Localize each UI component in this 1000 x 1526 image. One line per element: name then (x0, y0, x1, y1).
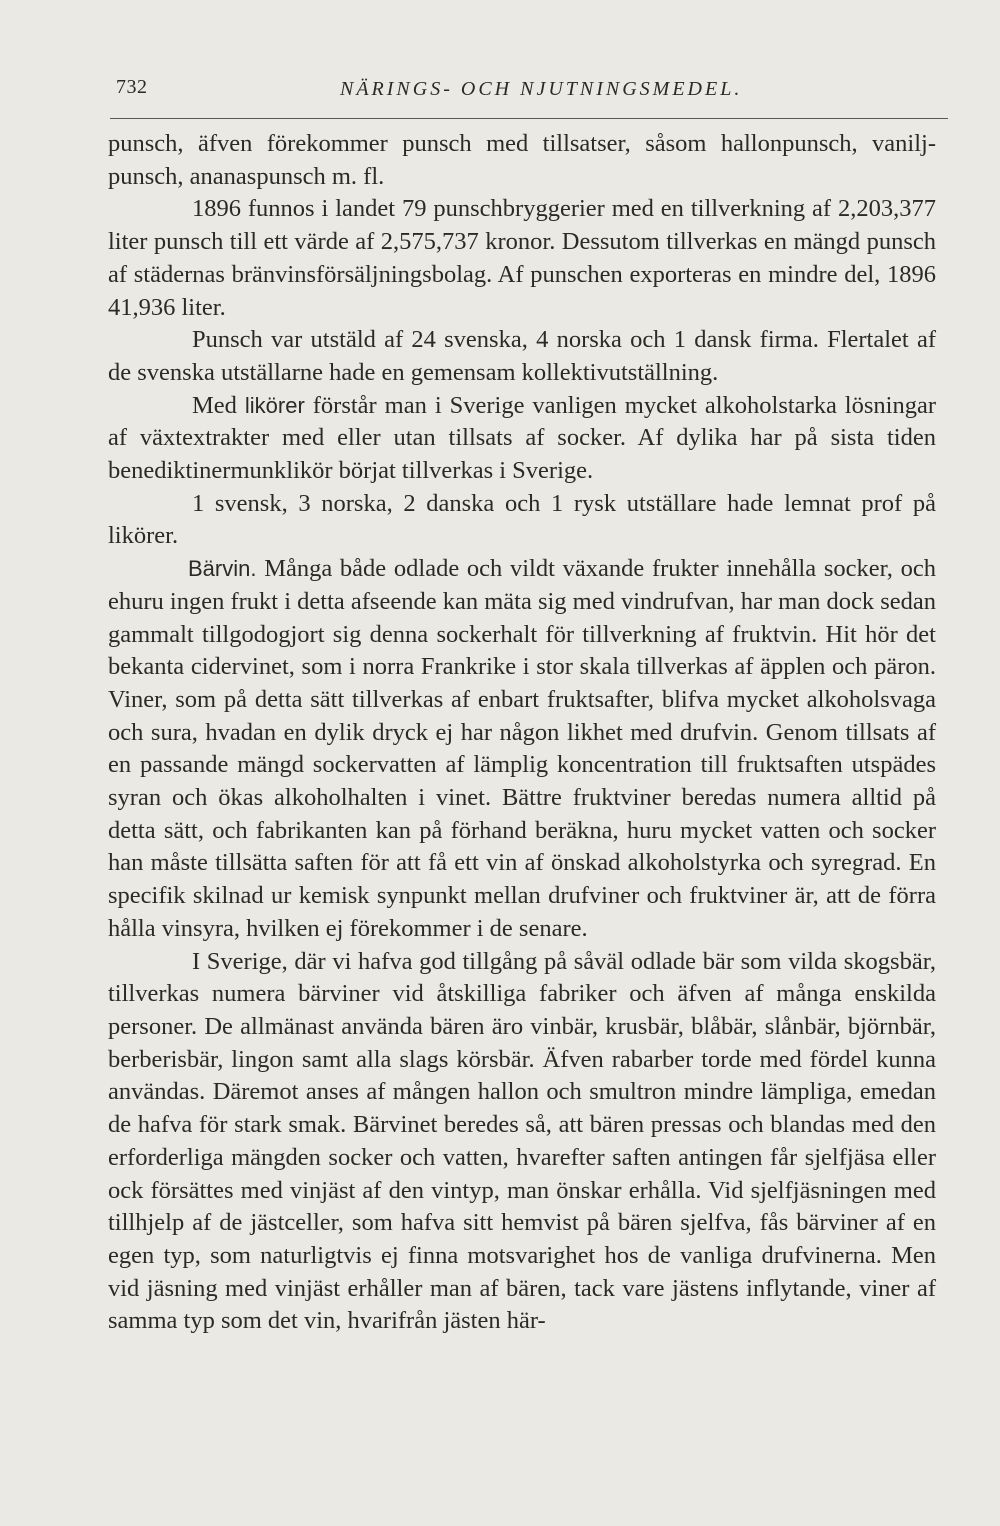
page-header (110, 76, 950, 106)
running-title: NÄRINGS- OCH NJUTNINGSMEDEL. (340, 78, 743, 100)
likorer-text: förstår man i Sverige vanligen mycket alkoholstarka lösningar af växtextrakter med eller utan tillsats af socker. Af dylika har på sista tiden benediktinermunklikör börjat tillverkas i Sverige. (108, 391, 936, 485)
paragraph-sverige-barviner: I Sverige, där vi hafva god tillgång på såväl odlade bär som vilda skogsbär, tillverkas numera bärviner vid åtskilliga fabriker och äfven af många enskilda personer. De allmänast använda bären äro vinbär, krusbär, blåbär, slånbär, björnbär, berberisbär, lingon samt alla slags körsbär. Äfven rabarber torde med fördel kunna användas. Däremot anses af mången hallon och smultron mindre lämpliga, emedan de hafva för stark smak. Bärvinet beredes så, att bären pressas och blandas med den erforderliga mängden socker och vatten, hvarefter saften antingen får sjelfjäsa eller ock försättes med vinjäst af den vintyp, man önskar erhålla. Vid sjelfjäsningen med tillhjelp af de jästceller, som hafva sitt hemvist på bären sjelfva, fås bärviner af en egen typ, som naturligtvis ej finna motsvarighet hos de vanliga drufvinerna. Men vid jäsning med vinjäst erhåller man af bären, tack vare jästens inflytande, viner af samma typ som det vin, hvarifrån jästen här- (108, 947, 936, 1335)
likorer-lead: Med (192, 391, 245, 419)
barvin-heading: Bärvin. (188, 556, 257, 582)
paragraph-punsch-exhibitors: Punsch var utstäld af 24 svenska, 4 norska och 1 dansk firma. Flertalet af de svenska utställarne hade en gemensam kollektivutställning. (108, 326, 936, 386)
header-rule (110, 118, 948, 119)
paragraph-likor-exhibitors: 1 svensk, 3 norska, 2 danska och 1 rysk utställare hade lemnat prof på likörer. (108, 489, 936, 550)
paragraph-punsch-production: 1896 funnos i landet 79 punschbryggerier med en tillverkning af 2,203,377 liter punsch till ett värde af 2,575,737 kronor. Dessutom tillverkas en mängd punsch af städernas bränvinsförsäljningsbolag. Af punschen exporteras en mindre del, 1896 41,936 liter. (108, 195, 936, 321)
paragraph-likorer (108, 390, 936, 488)
barvin-text: Många både odlade och vildt växande frukter innehålla socker, och ehuru ingen frukt i detta afseende kan mäta sig med vindrufvan, har man dock sedan gammalt tillgodogjort sig denna sockerhalt för tillverkning af fruktvin. Hit hör det bekanta cidervinet, som i norra Frankrike i stor skala tillverkas af äpplen och päron. Viner, som på detta sätt tillverkas af enbart fruktsafter, blifva mycket alkoholsvaga och sura, hvadan en dylik dryck ej har någon likhet med drufvin. Genom tillsats af en passande mängd sockervatten af lämplig koncentration till fruktsaften utspädes syran och ökas alkoholhalten i vinet. Bättre fruktviner beredas numera alltid på detta sätt, och fabrikanten kan på förhand beräkna, huru mycket vatten och socker han måste tillsätta saften för att få ett vin af önskad alkoholstyrka och syregrad. En specifik skilnad ur kemisk synpunkt mellan drufviner och fruktviner är, att de förra hålla vinsyra, hvilken ej förekommer i de senare. (108, 555, 936, 942)
page-number: 732 (116, 76, 148, 98)
paragraph-punsch-variants: punsch, äfven förekommer punsch med tillsatser, såsom hallonpunsch, vanilj-punsch, ananaspunsch m. fl. (108, 130, 936, 190)
body-text (108, 128, 936, 1338)
paragraph-barvin (108, 553, 936, 945)
likorer-term: likörer (244, 392, 305, 418)
